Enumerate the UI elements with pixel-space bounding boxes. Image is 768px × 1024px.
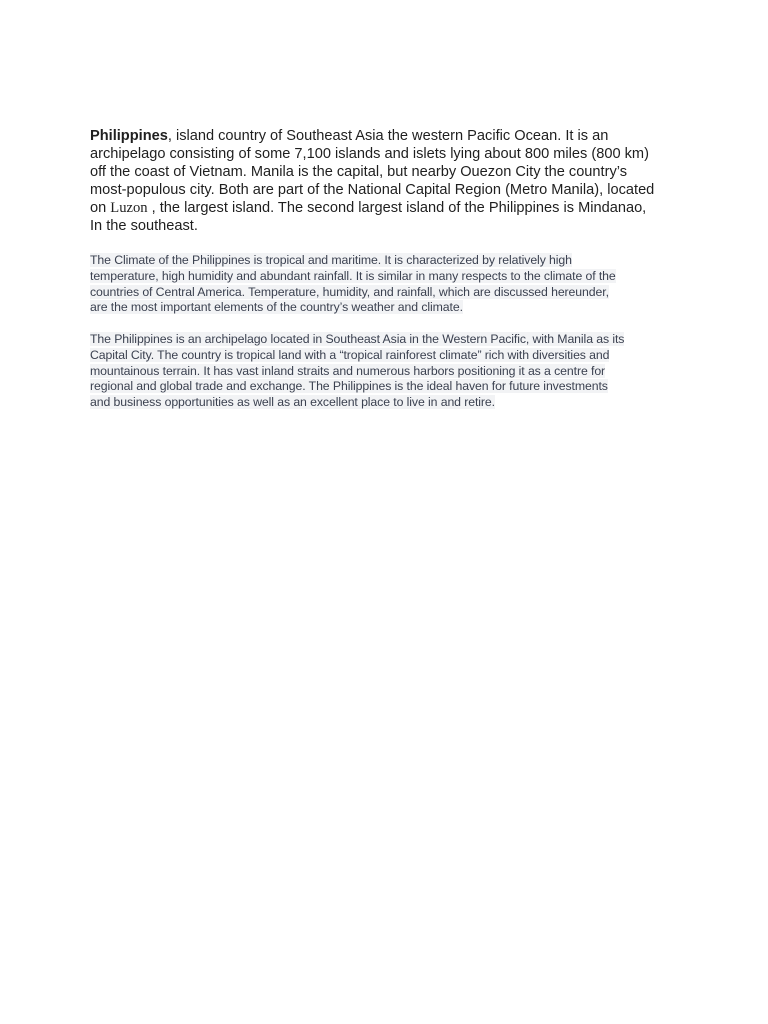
archipelago-paragraph [90, 332, 690, 411]
climate-paragraph-text: The Climate of the Philippines is tropical and maritime. It is characterized by relatively high temperature, high humidity and abundant rainfall. It is similar in many respects to the climate of the countries of Central America. Temperature, humidity, and rainfall, which are discussed hereunder, are the most important elements of the country’s weather and climate. [90, 253, 616, 315]
intro-text-part2: , the largest island. The second largest island of the Philippines is Mindanao, In the southeast. [90, 199, 647, 234]
climate-paragraph [90, 253, 690, 316]
philippines-bold-term: Philippines [90, 128, 168, 144]
archipelago-paragraph-text: The Philippines is an archipelago located in Southeast Asia in the Western Pacific, with Manila as its Capital City. The country is tropical land with a “tropical rainforest climate” rich with diversities and mountainous terrain. It has vast inland straits and numerous harbors positioning it as a centre for regional and global trade and exchange. The Philippines is the ideal haven for future investments and business opportunities as well as an excellent place to live in and retire. [90, 332, 625, 410]
intro-text-part1: , island country of Southeast Asia the western Pacific Ocean. It is an archipelago consisting of some 7,100 islands and islets lying about 800 miles (800 km) off the coast of Vietnam. Manila is the capital, but nearby Ouezon City the country’s most-populous city. Both are part of the National Capital Region (Metro Manila), located on [90, 128, 655, 216]
luzon-term: Luzon [110, 199, 148, 216]
intro-paragraph [90, 128, 690, 235]
